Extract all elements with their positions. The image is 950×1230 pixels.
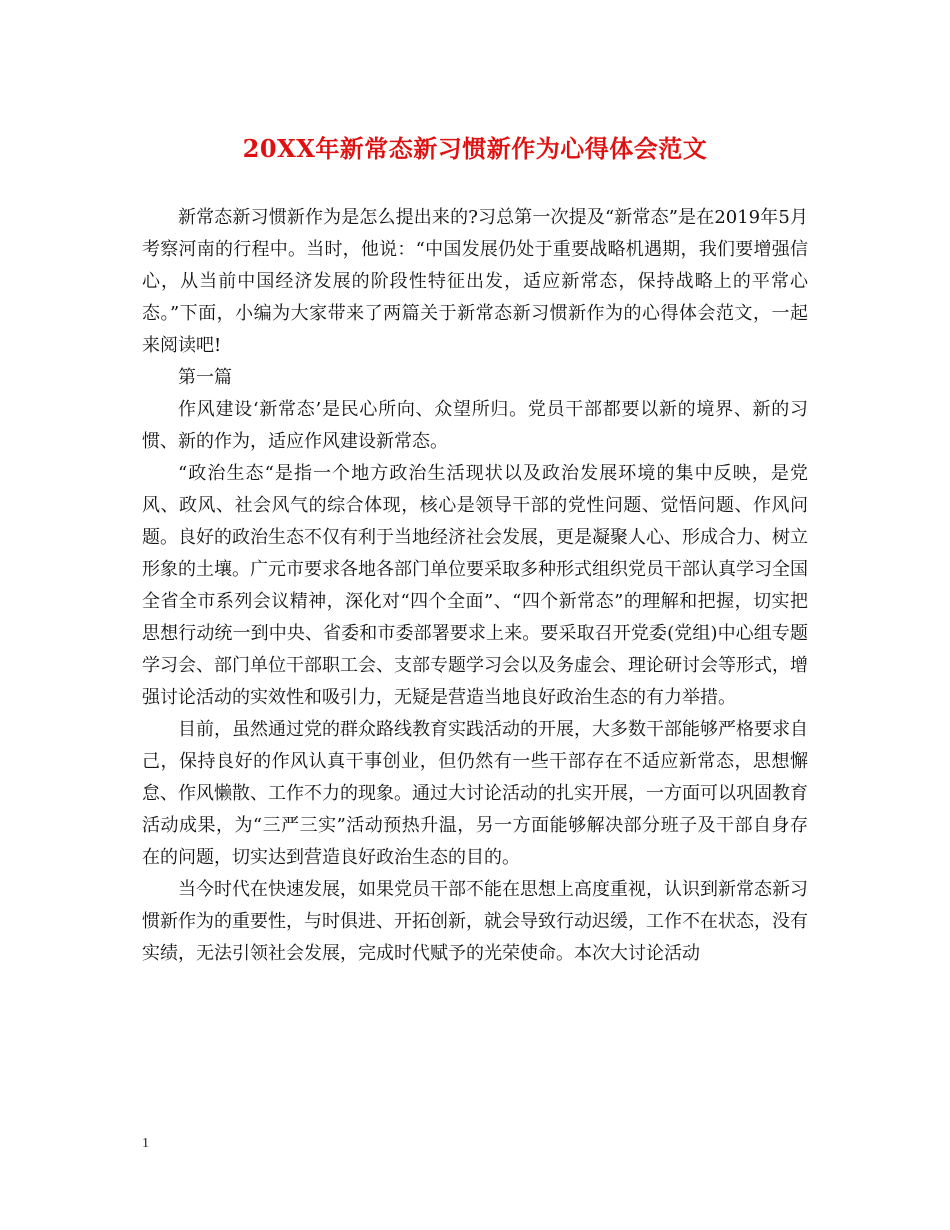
paragraph: 当今时代在快速发展，如果党员干部不能在思想上高度重视，认识到新常态新习惯新作为的重要性，与时俱进、开拓创新，就会导致行动迟缓，工作不在状态，没有实绩，无法引领社会发展，完成时代赋予的光荣使命。本次大讨论活动 [142,879,808,964]
paragraph: “政治生态“是指一个地方政治生活现状以及政治发展环境的集中反映，是党风、政风、社会风气的综合体现，核心是领导干部的党性问题、觉悟问题、作风问题。良好的政治生态不仅有利于当地经济社会发展，更是凝聚人心、形成合力、树立形象的土壤。广元市要求各地各部门单位要采取多种形式组织党员干部认真学习全国全省全市系列会议精神，深化对“四个全面”、“四个新常态”的理解和把握，切实把思想行动统一到中央、省委和市委部署要求上来。要采取召开党委(党组)中心组专题学习会、部门单位干部职工会、支部专题学习会以及务虚会、理论研讨会等形式，增强讨论活动的实效性和吸引力，无疑是营造当地良好政治生态的有力举措。 [142,463,808,708]
document-title: 20XX年新常态新习惯新作为心得体会范文 [242,134,708,163]
paragraph: 作风建设‘新常态’是民心所向、众望所归。党员干部都要以新的境界、新的习惯、新的作为，适应作风建设新常态。 [142,399,808,452]
section-heading: 第一篇 [178,367,232,388]
page-number: 1 [142,1136,149,1151]
paragraph-intro: 新常态新习惯新作为是怎么提出来的?习总第一次提及“新常态”是在2019年5月考察河南的行程中。当时，他说：“中国发展仍处于重要战略机遇期，我们要增强信心，从当前中国经济发展的阶段性特征出发，适应新常态，保持战略上的平常心态。”下面，小编为大家带来了两篇关于新常态新习惯新作为的心得体会范文，一起来阅读吧! [142,207,808,356]
paragraph: 目前，虽然通过党的群众路线教育实践活动的开展，大多数干部能够严格要求自己，保持良好的作风认真干事创业，但仍然有一些干部存在不适应新常态，思想懈怠、作风懒散、工作不力的现象。通过大讨论活动的扎实开展，一方面可以巩固教育活动成果，为“三严三实”活动预热升温，另一方面能够解决部分班子及干部自身存在的问题，切实达到营造良好政治生态的目的。 [142,719,808,868]
document-body [142,202,808,970]
